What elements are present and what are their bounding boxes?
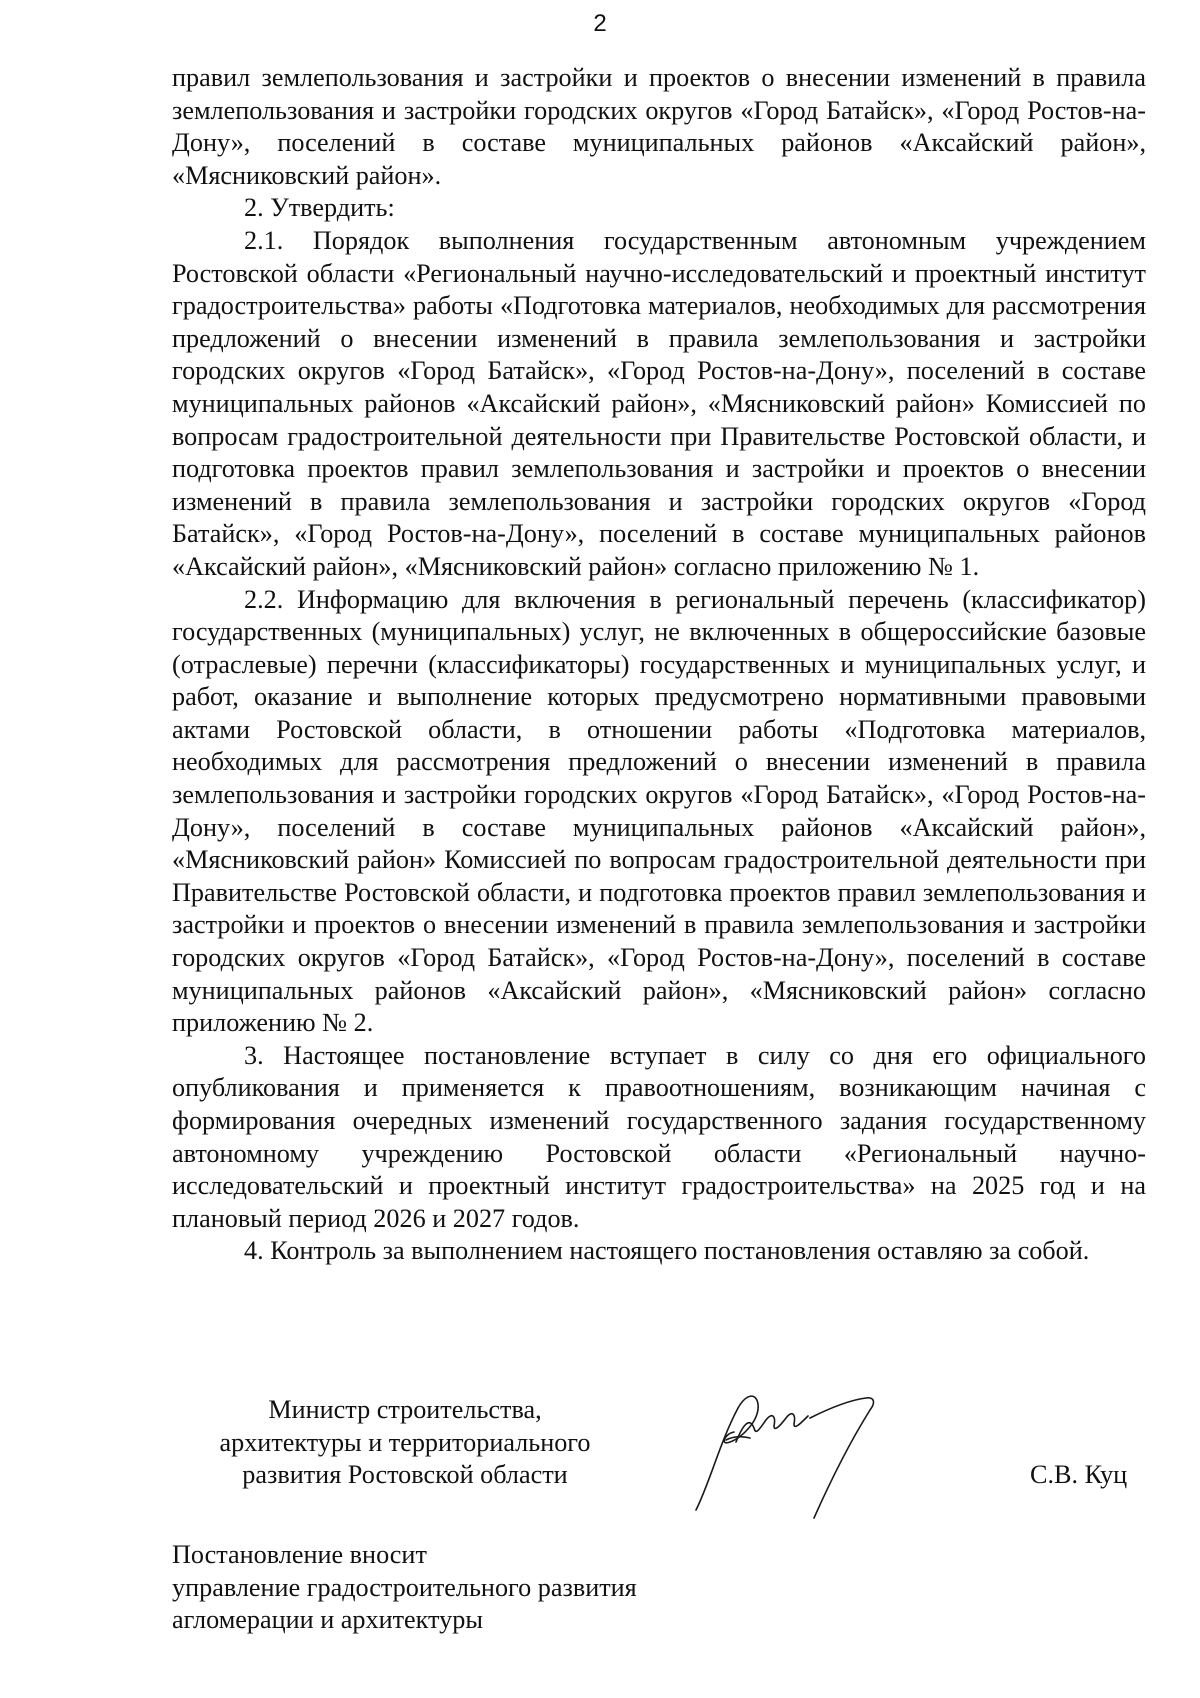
paragraph-approve: 2. Утвердить: bbox=[244, 193, 395, 223]
paragraph-2-2: 2.2. Информацию для включения в региональный перечень (классификатор) государственных (муниципальных) услуг, не включенных в общероссийские базовые (отраслевые) перечни (классификаторы) государственных и муниципальных услуг, и работ, оказание и выполнение которых предусмотрено нормативными правовыми актами Ростовской области, в отношении работы «Подготовка материалов, необходимых для рассмотрения предложений о внесении изменений в правила землепользования и застройки городских округов «Город Батайск», «Город Ростов-на-Дону», поселений в составе муниципальных районов «Аксайский район», «Мясниковский район» Комиссией по вопросам градостроительной деятельности при Правительстве Ростовской области, и подготовка проектов правил землепользования и застройки и проектов о внесении изменений в правила землепользования и застройки городских округов «Город Батайск», «Город Ростов-на-Дону», поселений в составе муниципальных районов «Аксайский район», «Мясниковский район» согласно приложению № 2. bbox=[172, 584, 1146, 1038]
minister-title-line: архитектуры и территориального bbox=[219, 1427, 591, 1457]
submitter-note bbox=[172, 1539, 637, 1637]
minister-title bbox=[205, 1394, 605, 1492]
document-body bbox=[172, 62, 1146, 1268]
signature-block bbox=[0, 1394, 1200, 1524]
handwritten-signature bbox=[690, 1382, 920, 1522]
submitter-line: Постановление вносит bbox=[172, 1540, 427, 1569]
paragraph-3: 3. Настоящее постановление вступает в силу со дня его официального опубликования и применяется к правоотношениям, возникающим начиная с формирования очередных изменений государственного задания государственному автономному учреждению Ростовской области «Региональный научно-исследовательский и проектный институт градостроительства» на 2025 год и на плановый период 2026 и 2027 годов. bbox=[172, 1040, 1146, 1233]
paragraph-2-1: 2.1. Порядок выполнения государственным автономным учреждением Ростовской области «Региональный научно-исследовательский и проектный институт градостроительства» работы «Подготовка материалов, необходимых для рассмотрения предложений о внесении изменений в правила землепользования и застройки городских округов «Город Батайск», «Город Ростов-на-Дону», поселений в составе муниципальных районов «Аксайский район», «Мясниковский район» Комиссией по вопросам градостроительной деятельности при Правительстве Ростовской области, и подготовка проектов правил землепользования и застройки и проектов о внесении изменений в правила землепользования и застройки городских округов «Город Батайск», «Город Ростов-на-Дону», поселений в составе муниципальных районов «Аксайский район», «Мясниковский район» согласно приложению № 1. bbox=[172, 225, 1146, 581]
paragraph-continuation: правил землепользования и застройки и проектов о внесении изменений в правила землепользования и застройки городских округов «Город Батайск», «Город Ростов-на-Дону», поселений в составе муниципальных районов «Аксайский район», «Мясниковский район». bbox=[172, 63, 1146, 190]
paragraph-4: 4. Контроль за выполнением настоящего постановления оставляю за собой. bbox=[244, 1236, 1090, 1266]
page-number: 2 bbox=[593, 10, 607, 37]
submitter-line: агломерации и архитектуры bbox=[172, 1605, 483, 1635]
signer-name: С.В. Куц bbox=[1030, 1460, 1128, 1489]
submitter-line: управление градостроительного развития bbox=[172, 1572, 637, 1602]
minister-title-line: развития Ростовской области bbox=[242, 1460, 568, 1490]
minister-title-line: Министр строительства, bbox=[268, 1395, 542, 1424]
